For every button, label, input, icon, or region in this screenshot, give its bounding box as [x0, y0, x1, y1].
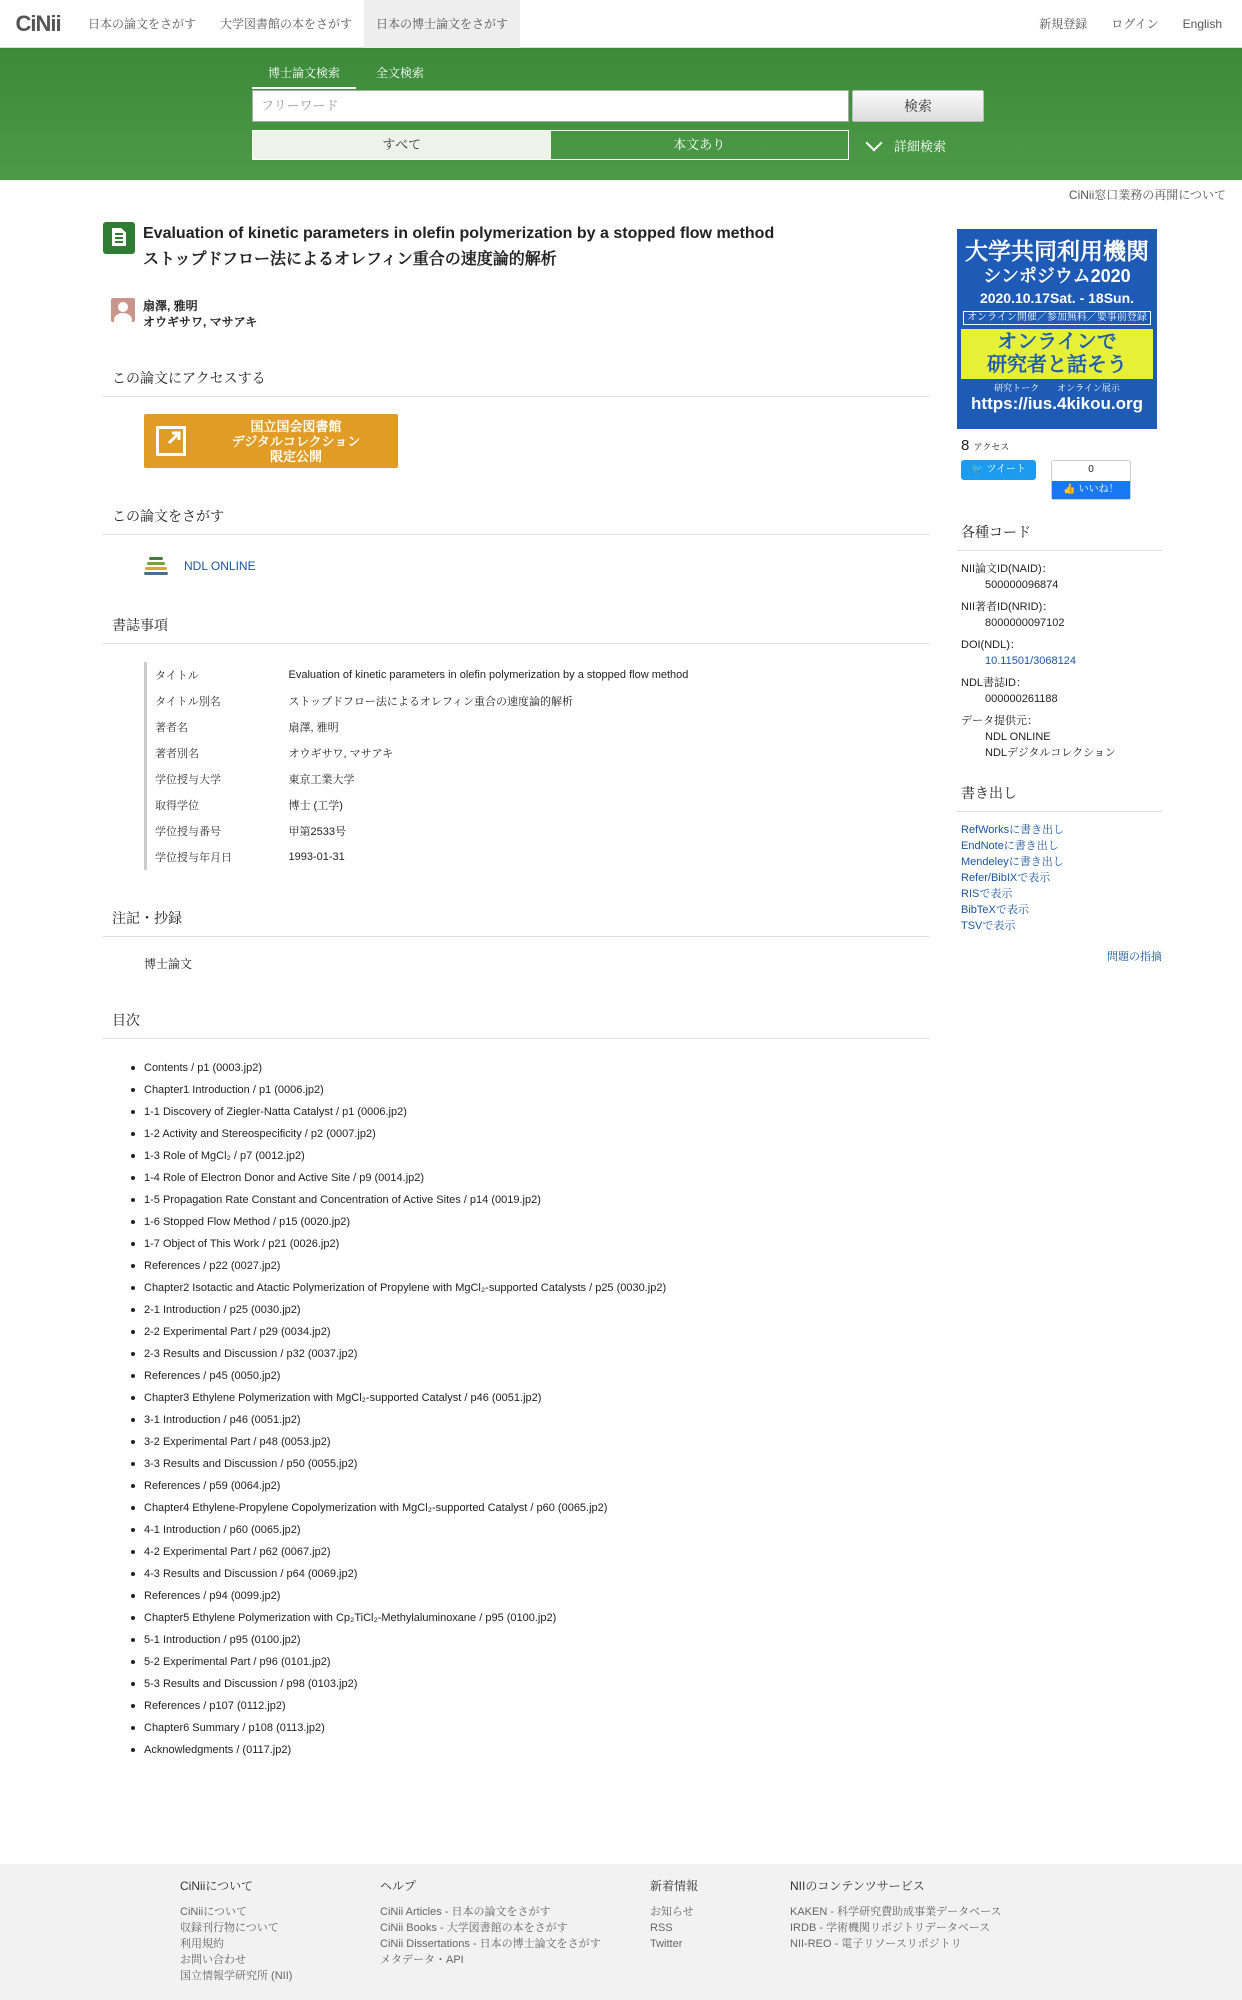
search-band: [0, 48, 1242, 180]
codes-list: [961, 561, 1162, 761]
tweet-button[interactable]: 🐦 ツイート: [961, 460, 1036, 480]
filter-fulltext[interactable]: 本文あり: [673, 137, 726, 152]
symposium-banner[interactable]: [957, 229, 1157, 429]
footer-link[interactable]: CiNii Dissertations - 日本の博士論文をさがす: [380, 1938, 601, 1950]
biblio-table: [144, 662, 699, 870]
fulltext-filter: [252, 130, 849, 160]
toc-item: Contents / p1 (0003.jp2): [144, 1057, 929, 1079]
english-link[interactable]: English: [1182, 17, 1222, 31]
footer-link[interactable]: NII-REO - 電子リソースリポジトリ: [790, 1938, 962, 1950]
document-icon: [103, 222, 135, 254]
export-link[interactable]: Refer/BibIXで表示: [961, 872, 1051, 884]
search-button[interactable]: 検索: [852, 90, 984, 122]
code-value: 000000261188: [985, 693, 1058, 705]
export-link[interactable]: BibTeXで表示: [961, 904, 1029, 916]
ndl-button-line2: デジタルコレクション: [231, 433, 361, 449]
filter-all[interactable]: すべて: [253, 131, 551, 159]
footer-col-nii: [790, 1878, 1002, 1952]
footer-col-news: [650, 1878, 698, 1952]
biblio-row: 学位授与年月日 1993-01-31: [146, 844, 698, 870]
banner-line2: シンポジウム2020: [983, 266, 1131, 286]
footer-heading: CiNiiについて: [180, 1879, 254, 1893]
export-list: [961, 822, 1162, 934]
codes-heading: 各種コード: [957, 522, 1162, 551]
footer-link[interactable]: KAKEN - 科学研究費助成事業データベース: [790, 1906, 1002, 1918]
footer-link[interactable]: CiNii Books - 大学図書館の本をさがす: [380, 1922, 568, 1934]
facebook-like-box: [1051, 460, 1131, 500]
search-tabs: [252, 64, 444, 89]
ndl-button-line3: 限定公開: [269, 448, 322, 464]
ndl-online-row: [144, 555, 929, 577]
banner-line5: オンラインで: [997, 331, 1117, 353]
toc-heading: 目次: [103, 1010, 929, 1039]
nav-tab-books[interactable]: 大学図書館の本をさがす: [220, 16, 353, 31]
toc-item: References / p22 (0027.jp2): [144, 1255, 929, 1277]
export-link[interactable]: RISで表示: [961, 888, 1013, 900]
toc-item: References / p94 (0099.jp2): [144, 1585, 929, 1607]
footer-heading: NIIのコンテンツサービス: [790, 1879, 925, 1893]
register-link[interactable]: 新規登録: [1039, 17, 1088, 31]
chevron-down-icon: [866, 134, 883, 151]
toc-item: 3-1 Introduction / p46 (0051.jp2): [144, 1409, 929, 1431]
advanced-search-link[interactable]: [868, 136, 946, 155]
like-button[interactable]: 👍 いいね！: [1052, 481, 1130, 499]
footer-link[interactable]: 収録刊行物について: [180, 1922, 279, 1934]
toc-item: 2-1 Introduction / p25 (0030.jp2): [144, 1299, 929, 1321]
code-value: 500000096874: [985, 579, 1059, 591]
cinii-logo[interactable]: CiNii: [15, 10, 61, 36]
toc-item: 1-6 Stopped Flow Method / p15 (0020.jp2): [144, 1211, 929, 1233]
access-count: 8 アクセス: [961, 437, 1010, 454]
toc-item: 1-7 Object of This Work / p21 (0026.jp2): [144, 1233, 929, 1255]
title-ja: ストップドフロー法によるオレフィン重合の速度論的解析: [143, 251, 557, 268]
footer-link[interactable]: メタデータ・API: [380, 1954, 464, 1966]
toc-item: 1-1 Discovery of Ziegler-Natta Catalyst / p1 (0006.jp2): [144, 1101, 929, 1123]
toc-item: Chapter3 Ethylene Polymerization with MgCl₂-supported Catalyst / p46 (0051.jp2): [144, 1387, 929, 1409]
toc-item: 1-4 Role of Electron Donor and Active Site / p9 (0014.jp2): [144, 1167, 929, 1189]
toc-item: 5-3 Results and Discussion / p98 (0103.jp2): [144, 1673, 929, 1695]
toc-item: Chapter4 Ethylene-Propylene Copolymerization with MgCl₂-supported Catalyst / p60 (0065.jp2): [144, 1497, 929, 1519]
footer: [0, 1864, 1242, 2000]
footer-link[interactable]: CiNii Articles - 日本の論文をさがす: [380, 1906, 551, 1918]
find-heading: この論文をさがす: [103, 506, 929, 535]
toc-item: 2-3 Results and Discussion / p32 (0037.jp2): [144, 1343, 929, 1365]
toc-item: 1-3 Role of MgCl₂ / p7 (0012.jp2): [144, 1145, 929, 1167]
toc-item: 3-3 Results and Discussion / p50 (0055.jp2): [144, 1453, 929, 1475]
export-link[interactable]: RefWorksに書き出し: [961, 824, 1065, 836]
footer-heading: 新着情報: [650, 1879, 699, 1893]
toc-item: Chapter5 Ethylene Polymerization with Cp₂TiCl₂-Methylaluminoxane / p95 (0100.jp2): [144, 1607, 929, 1629]
login-link[interactable]: ログイン: [1111, 17, 1159, 31]
notes-text: 博士論文: [144, 957, 193, 971]
code-value: NDL ONLINE: [985, 731, 1051, 743]
biblio-row: タイトル Evaluation of kinetic parameters in olefin polymerization by a stopped flow method: [146, 662, 698, 688]
biblio-row: 学位授与大学 東京工業大学: [146, 766, 698, 792]
footer-heading: ヘルプ: [380, 1879, 417, 1893]
notice-link[interactable]: CiNii窓口業務の再開について: [1068, 188, 1226, 202]
biblio-row: 学位授与番号 甲第2533号: [146, 818, 698, 844]
biblio-row: 取得学位 博士 (工学): [146, 792, 698, 818]
toc-item: 4-2 Experimental Part / p62 (0067.jp2): [144, 1541, 929, 1563]
toc-item: 4-3 Results and Discussion / p64 (0069.jp2): [144, 1563, 929, 1585]
code-label: NII著者ID(NRID)：: [961, 601, 1054, 613]
banner-line3: 2020.10.17Sat. - 18Sun.: [979, 290, 1135, 306]
person-icon: [111, 298, 135, 322]
footer-link[interactable]: 利用規約: [180, 1938, 224, 1950]
social-buttons: [961, 460, 1162, 500]
search-input[interactable]: フリーワード: [252, 90, 849, 122]
banner-line4: オンライン開催／参加無料／要事前登録: [963, 311, 1151, 325]
toc-item: References / p45 (0050.jp2): [144, 1365, 929, 1387]
banner-line1: 大学共同利用機関: [965, 238, 1149, 264]
ndl-online-link[interactable]: NDL ONLINE: [184, 559, 256, 573]
thumbs-up-icon: 👍: [1063, 484, 1076, 495]
tab-dissertation-search[interactable]: 博士論文検索: [252, 64, 356, 89]
ndl-logo-icon: [144, 555, 168, 577]
sidebar: [957, 229, 1162, 964]
toc-item: 1-5 Propagation Rate Constant and Concentration of Active Sites / p14 (0019.jp2): [144, 1189, 929, 1211]
banner-line8: https://ius.4kikou.org: [971, 394, 1143, 413]
code-label: NDL書誌ID：: [961, 677, 1028, 689]
title-block: [103, 222, 929, 272]
report-problem-link[interactable]: 問題の指摘: [1107, 951, 1162, 963]
toc-item: Acknowledgments / (0117.jp2): [144, 1739, 929, 1761]
main-content: [103, 222, 929, 1761]
author-block: [111, 298, 929, 330]
tab-fulltext-search[interactable]: 全文検索: [376, 66, 425, 80]
export-link[interactable]: TSVで表示: [961, 920, 1016, 932]
footer-col-about: [180, 1878, 292, 1984]
toc-item: Chapter2 Isotactic and Atactic Polymerization of Propylene with MgCl₂-supported Catalysts / p25 (0030.jp2): [144, 1277, 929, 1299]
code-value: 8000000097102: [985, 617, 1065, 629]
biblio-heading: 書誌事項: [103, 615, 929, 644]
code-label: NII論文ID(NAID)：: [961, 563, 1053, 575]
footer-link[interactable]: お問い合わせ: [180, 1954, 246, 1966]
biblio-row: 著者名 扇澤, 雅明: [146, 714, 698, 740]
advanced-search-label: 詳細検索: [894, 139, 947, 154]
like-count: 0: [1088, 464, 1094, 475]
biblio-row: 著者別名 オウギサワ, マサアキ: [146, 740, 698, 766]
banner-yellow-box: [961, 329, 1153, 379]
notes-heading: 注記・抄録: [103, 908, 929, 937]
toc-item: 1-2 Activity and Stereospecificity / p2 (0007.jp2): [144, 1123, 929, 1145]
banner-line6: 研究者と話そう: [987, 354, 1127, 376]
ndl-button-line1: 国立国会図書館: [250, 418, 342, 434]
access-heading: この論文にアクセスする: [103, 368, 929, 397]
code-value: NDLデジタルコレクション: [985, 747, 1116, 759]
external-link-icon: [156, 426, 186, 456]
footer-col-help: [380, 1878, 601, 1968]
export-link[interactable]: EndNoteに書き出し: [961, 840, 1059, 852]
footer-link[interactable]: 国立情報学研究所 (NII): [180, 1970, 293, 1982]
toc-item: 5-2 Experimental Part / p96 (0101.jp2): [144, 1651, 929, 1673]
toc-list: [144, 1057, 929, 1761]
biblio-row: タイトル別名 ストップドフロー法によるオレフィン重合の速度論的解析: [146, 688, 698, 714]
footer-link[interactable]: お知らせ: [650, 1906, 694, 1918]
export-link[interactable]: Mendeleyに書き出し: [961, 856, 1064, 868]
banner-line7: 研究トーク オンライン展示: [994, 383, 1120, 393]
author-name[interactable]: 扇澤, 雅明: [143, 299, 198, 313]
footer-link[interactable]: CiNiiについて: [180, 1906, 247, 1918]
title-en: Evaluation of kinetic parameters in olefin polymerization by a stopped flow method: [143, 225, 775, 242]
footer-link[interactable]: Twitter: [650, 1938, 683, 1950]
nav-tab-dissertations[interactable]: 日本の博士論文をさがす: [364, 0, 520, 48]
toc-item: References / p107 (0112.jp2): [144, 1695, 929, 1717]
toc-item: References / p59 (0064.jp2): [144, 1475, 929, 1497]
author-kana: オウギサワ, マサアキ: [143, 315, 258, 329]
twitter-icon: 🐦: [971, 464, 984, 475]
footer-link[interactable]: RSS: [650, 1922, 673, 1934]
ndl-digital-button[interactable]: [144, 414, 398, 468]
nav-right: [1015, 0, 1222, 48]
code-label: データ提供元：: [961, 715, 1038, 727]
doi-link[interactable]: 10.11501/3068124: [985, 655, 1076, 667]
toc-item: 2-2 Experimental Part / p29 (0034.jp2): [144, 1321, 929, 1343]
toc-item: 3-2 Experimental Part / p48 (0053.jp2): [144, 1431, 929, 1453]
top-nav: [0, 0, 1242, 48]
toc-item: 4-1 Introduction / p60 (0065.jp2): [144, 1519, 929, 1541]
export-heading: 書き出し: [957, 783, 1162, 812]
toc-item: Chapter6 Summary / p108 (0113.jp2): [144, 1717, 929, 1739]
footer-link[interactable]: IRDB - 学術機関リポジトリデータベース: [790, 1922, 991, 1934]
code-label: DOI(NDL)：: [961, 639, 1021, 651]
toc-item: Chapter1 Introduction / p1 (0006.jp2): [144, 1079, 929, 1101]
toc-item: 5-1 Introduction / p95 (0100.jp2): [144, 1629, 929, 1651]
nav-tab-articles[interactable]: 日本の論文をさがす: [88, 16, 197, 31]
